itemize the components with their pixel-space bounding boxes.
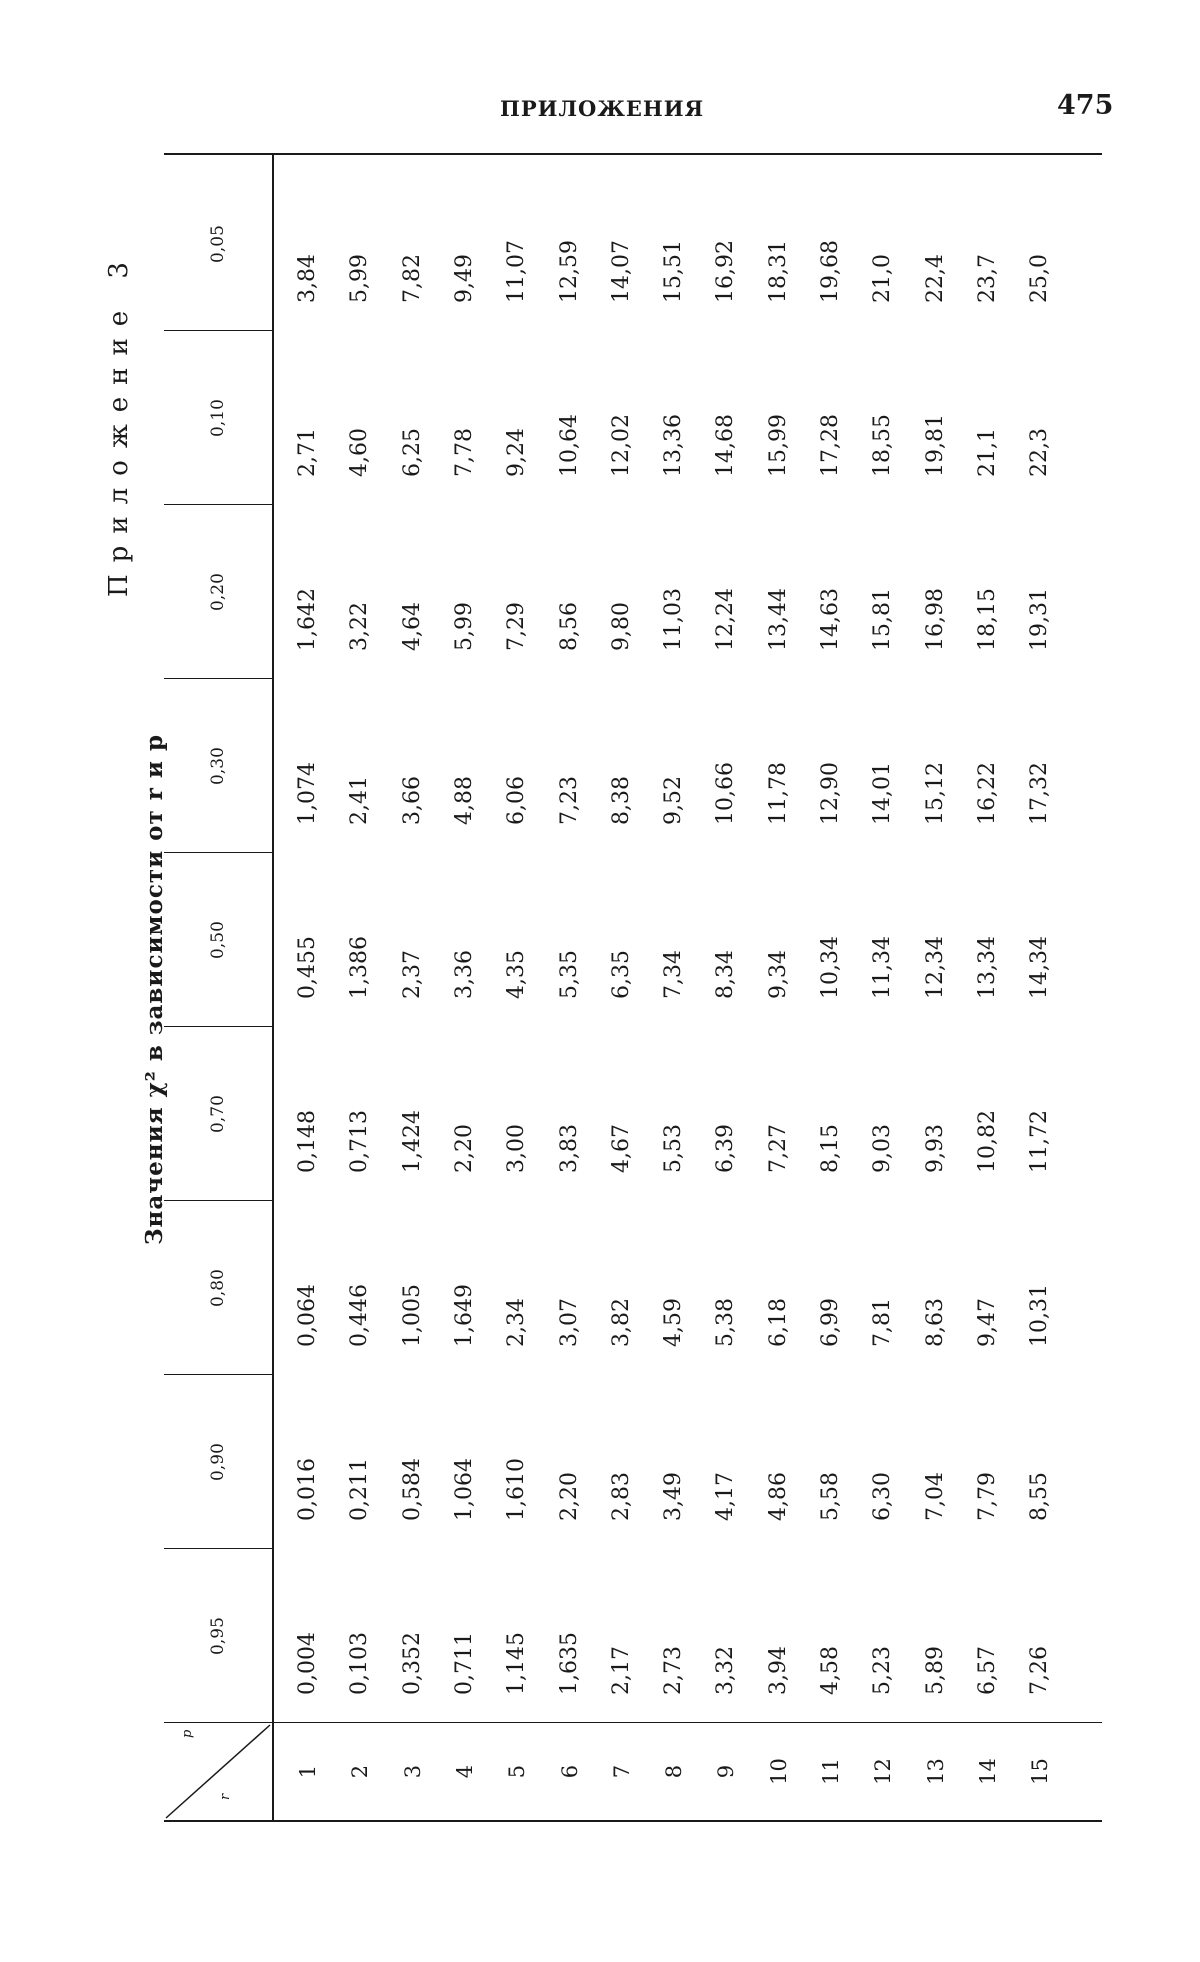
table-cell: 1,635	[556, 1632, 582, 1695]
table-cell: 21,0	[870, 254, 896, 303]
table-cell: 5,23	[870, 1646, 896, 1695]
table-cell: 3,94	[765, 1646, 791, 1695]
table-cell: 8,38	[608, 776, 634, 825]
table-header-row	[164, 155, 274, 1820]
row-label: 2	[348, 1764, 373, 1779]
table-cell: 6,57	[974, 1646, 1000, 1695]
column-separator	[164, 1200, 272, 1201]
row-label: 5	[505, 1764, 530, 1779]
table-cell: 18,15	[974, 588, 1000, 651]
table-cell: 14,34	[1027, 936, 1053, 999]
table-cell: 0,016	[295, 1458, 320, 1521]
row-label: 6	[557, 1764, 582, 1779]
table-cell: 6,30	[870, 1472, 896, 1521]
table-cell: 1,649	[451, 1284, 477, 1347]
table-cell: 0,352	[399, 1632, 425, 1695]
table-cell: 6,18	[765, 1298, 791, 1347]
table-cell: 5,58	[818, 1472, 843, 1521]
table-cell: 17,28	[818, 414, 843, 477]
table-cell: 6,39	[713, 1124, 739, 1173]
table-cell: 1,610	[504, 1458, 530, 1521]
column-header: 0,05	[208, 225, 228, 263]
table-cell: 18,31	[765, 240, 791, 303]
table-cell: 10,66	[713, 762, 739, 825]
table-cell: 2,37	[399, 950, 425, 999]
table-cell: 7,29	[504, 602, 530, 651]
table-cell: 2,34	[504, 1298, 530, 1347]
table-cell: 8,63	[922, 1298, 948, 1347]
table-cell: 9,03	[870, 1124, 896, 1173]
table-cell: 0,711	[451, 1632, 477, 1695]
running-title: ПРИЛОЖЕНИЯ	[500, 96, 705, 121]
table-cell: 1,424	[399, 1110, 425, 1173]
table-cell: 12,90	[818, 762, 843, 825]
column-header: 0,20	[208, 573, 228, 611]
row-label: 14	[975, 1758, 1000, 1785]
table-cell: 3,66	[399, 776, 425, 825]
table-cell: 2,73	[661, 1646, 687, 1695]
table-cell: 7,27	[765, 1124, 791, 1173]
table-cell: 7,79	[974, 1472, 1000, 1521]
row-label: 4	[452, 1764, 477, 1779]
table-cell: 9,34	[765, 950, 791, 999]
table-cell: 8,34	[713, 950, 739, 999]
table-cell: 6,35	[608, 950, 634, 999]
table-cell: 4,58	[818, 1646, 843, 1695]
table-cell: 0,148	[295, 1110, 320, 1173]
table-cell: 9,52	[661, 776, 687, 825]
table-cell: 0,446	[347, 1284, 373, 1347]
table-cell: 2,83	[608, 1472, 634, 1521]
table-cell: 4,64	[399, 602, 425, 651]
table-cell: 5,35	[556, 950, 582, 999]
table-cell: 14,01	[870, 762, 896, 825]
table-cell: 5,99	[347, 254, 373, 303]
table-cell: 22,3	[1027, 428, 1053, 477]
table-cell: 22,4	[922, 254, 948, 303]
row-label: 3	[400, 1764, 425, 1779]
table-cell: 7,23	[556, 776, 582, 825]
table-cell: 0,064	[295, 1284, 320, 1347]
row-label: 1	[296, 1764, 320, 1779]
table-cell: 6,99	[818, 1298, 843, 1347]
row-label: 10	[766, 1758, 791, 1785]
table-cell: 0,103	[347, 1632, 373, 1695]
table-cell: 6,25	[399, 428, 425, 477]
column-header: 0,50	[208, 921, 228, 959]
table-cell: 15,12	[922, 762, 948, 825]
column-header: 0,95	[208, 1617, 228, 1655]
table-cell: 1,386	[347, 936, 373, 999]
appendix-label: Приложение 3	[104, 250, 134, 597]
page-number: 475	[1057, 90, 1114, 121]
table-cell: 9,80	[608, 602, 634, 651]
row-label: 8	[662, 1764, 687, 1779]
table-cell: 9,49	[451, 254, 477, 303]
table-cell: 0,713	[347, 1110, 373, 1173]
table-cell: 1,642	[295, 588, 320, 651]
table-cell: 21,1	[974, 428, 1000, 477]
table-cell: 14,07	[608, 240, 634, 303]
table-cell: 16,22	[974, 762, 1000, 825]
table-cell: 12,02	[608, 414, 634, 477]
table-cell: 11,34	[870, 936, 896, 999]
table-cell: 15,99	[765, 414, 791, 477]
column-separator	[164, 504, 272, 505]
table-cell: 16,92	[713, 240, 739, 303]
table-cell: 3,22	[347, 602, 373, 651]
table-cell: 13,36	[661, 414, 687, 477]
table-cell: 18,55	[870, 414, 896, 477]
column-header: 0,70	[208, 1095, 228, 1133]
table-cell: 13,44	[765, 588, 791, 651]
table-cell: 3,82	[608, 1298, 634, 1347]
table-cell: 19,31	[1027, 588, 1053, 651]
column-separator	[164, 678, 272, 679]
row-label: 12	[871, 1758, 896, 1785]
table-cell: 10,64	[556, 414, 582, 477]
table-cell: 7,04	[922, 1472, 948, 1521]
column-header: 0,10	[208, 399, 228, 437]
table-cell: 1,145	[504, 1632, 530, 1695]
table-cell: 3,83	[556, 1124, 582, 1173]
table-cell: 7,82	[399, 254, 425, 303]
table-cell: 1,074	[295, 762, 320, 825]
table-cell: 1,005	[399, 1284, 425, 1347]
table-cell: 14,68	[713, 414, 739, 477]
row-label: 13	[923, 1758, 948, 1785]
table-cell: 7,34	[661, 950, 687, 999]
table-cell: 2,71	[295, 428, 320, 477]
table-cell: 10,82	[974, 1110, 1000, 1173]
table-cell: 16,98	[922, 588, 948, 651]
column-header: 0,90	[208, 1443, 228, 1481]
table-cell: 6,06	[504, 776, 530, 825]
corner-label-p: p	[180, 1729, 195, 1738]
column-separator	[164, 1026, 272, 1027]
table-cell: 5,53	[661, 1124, 687, 1173]
table-cell: 7,78	[451, 428, 477, 477]
table-cell: 9,47	[974, 1298, 1000, 1347]
table-cell: 8,56	[556, 602, 582, 651]
table-cell: 9,93	[922, 1124, 948, 1173]
table-cell: 2,41	[347, 776, 373, 825]
column-header: 0,80	[208, 1269, 228, 1307]
table-cell: 0,584	[399, 1458, 425, 1521]
table-cell: 5,38	[713, 1298, 739, 1347]
table-cell: 12,59	[556, 240, 582, 303]
table-cell: 11,07	[504, 240, 530, 303]
table-caption: Значения χ² в зависимости от r и p	[141, 733, 168, 1246]
table-cell: 3,84	[295, 254, 320, 303]
table-cell: 10,31	[1027, 1284, 1053, 1347]
table-cell: 12,24	[713, 588, 739, 651]
table-cell: 4,35	[504, 950, 530, 999]
table-cell: 19,81	[922, 414, 948, 477]
row-label: 11	[819, 1758, 843, 1785]
column-separator	[164, 852, 272, 853]
table-cell: 5,99	[451, 602, 477, 651]
table-cell: 8,55	[1027, 1472, 1053, 1521]
table-cell: 7,81	[870, 1298, 896, 1347]
table-cell: 4,67	[608, 1124, 634, 1173]
row-label: 15	[1028, 1758, 1053, 1785]
table-cell: 13,34	[974, 936, 1000, 999]
table-cell: 15,81	[870, 588, 896, 651]
row-label: 7	[609, 1764, 634, 1779]
table-cell: 3,36	[451, 950, 477, 999]
table-cell: 4,17	[713, 1472, 739, 1521]
column-separator	[164, 330, 272, 331]
table-cell: 11,78	[765, 762, 791, 825]
table-cell: 2,20	[451, 1124, 477, 1173]
table-cell: 10,34	[818, 936, 843, 999]
table-cell: 11,03	[661, 588, 687, 651]
table-cell: 9,24	[504, 428, 530, 477]
table-cell: 0,455	[295, 936, 320, 999]
table-cell: 11,72	[1027, 1110, 1053, 1173]
table-cell: 4,88	[451, 776, 477, 825]
table-cell: 2,20	[556, 1472, 582, 1521]
column-separator	[164, 1548, 272, 1549]
table-cell: 7,26	[1027, 1646, 1053, 1695]
table-cell: 4,86	[765, 1472, 791, 1521]
table-cell: 14,63	[818, 588, 843, 651]
table-cell: 4,59	[661, 1298, 687, 1347]
chi-square-table	[164, 153, 1102, 1822]
table-cell: 5,89	[922, 1646, 948, 1695]
table-cell: 1,064	[451, 1458, 477, 1521]
table-cell: 0,211	[347, 1458, 373, 1521]
table-cell: 8,15	[818, 1124, 843, 1173]
column-separator	[164, 1374, 272, 1375]
table-cell: 0,004	[295, 1632, 320, 1695]
row-label: 9	[714, 1764, 739, 1779]
table-cell: 3,49	[661, 1472, 687, 1521]
table-cell: 25,0	[1027, 254, 1053, 303]
table-cell: 15,51	[661, 240, 687, 303]
table-cell: 12,34	[922, 936, 948, 999]
corner-label-r: r	[218, 1793, 233, 1800]
table-cell: 3,32	[713, 1646, 739, 1695]
table-cell: 23,7	[974, 254, 1000, 303]
table-cell: 3,00	[504, 1124, 530, 1173]
table-cell: 17,32	[1027, 762, 1053, 825]
table-cell: 19,68	[818, 240, 843, 303]
rotated-table-page	[104, 22, 1104, 1822]
table-cell: 3,07	[556, 1298, 582, 1347]
table-cell: 2,17	[608, 1646, 634, 1695]
table-cell: 4,60	[347, 428, 373, 477]
column-header: 0,30	[208, 747, 228, 785]
